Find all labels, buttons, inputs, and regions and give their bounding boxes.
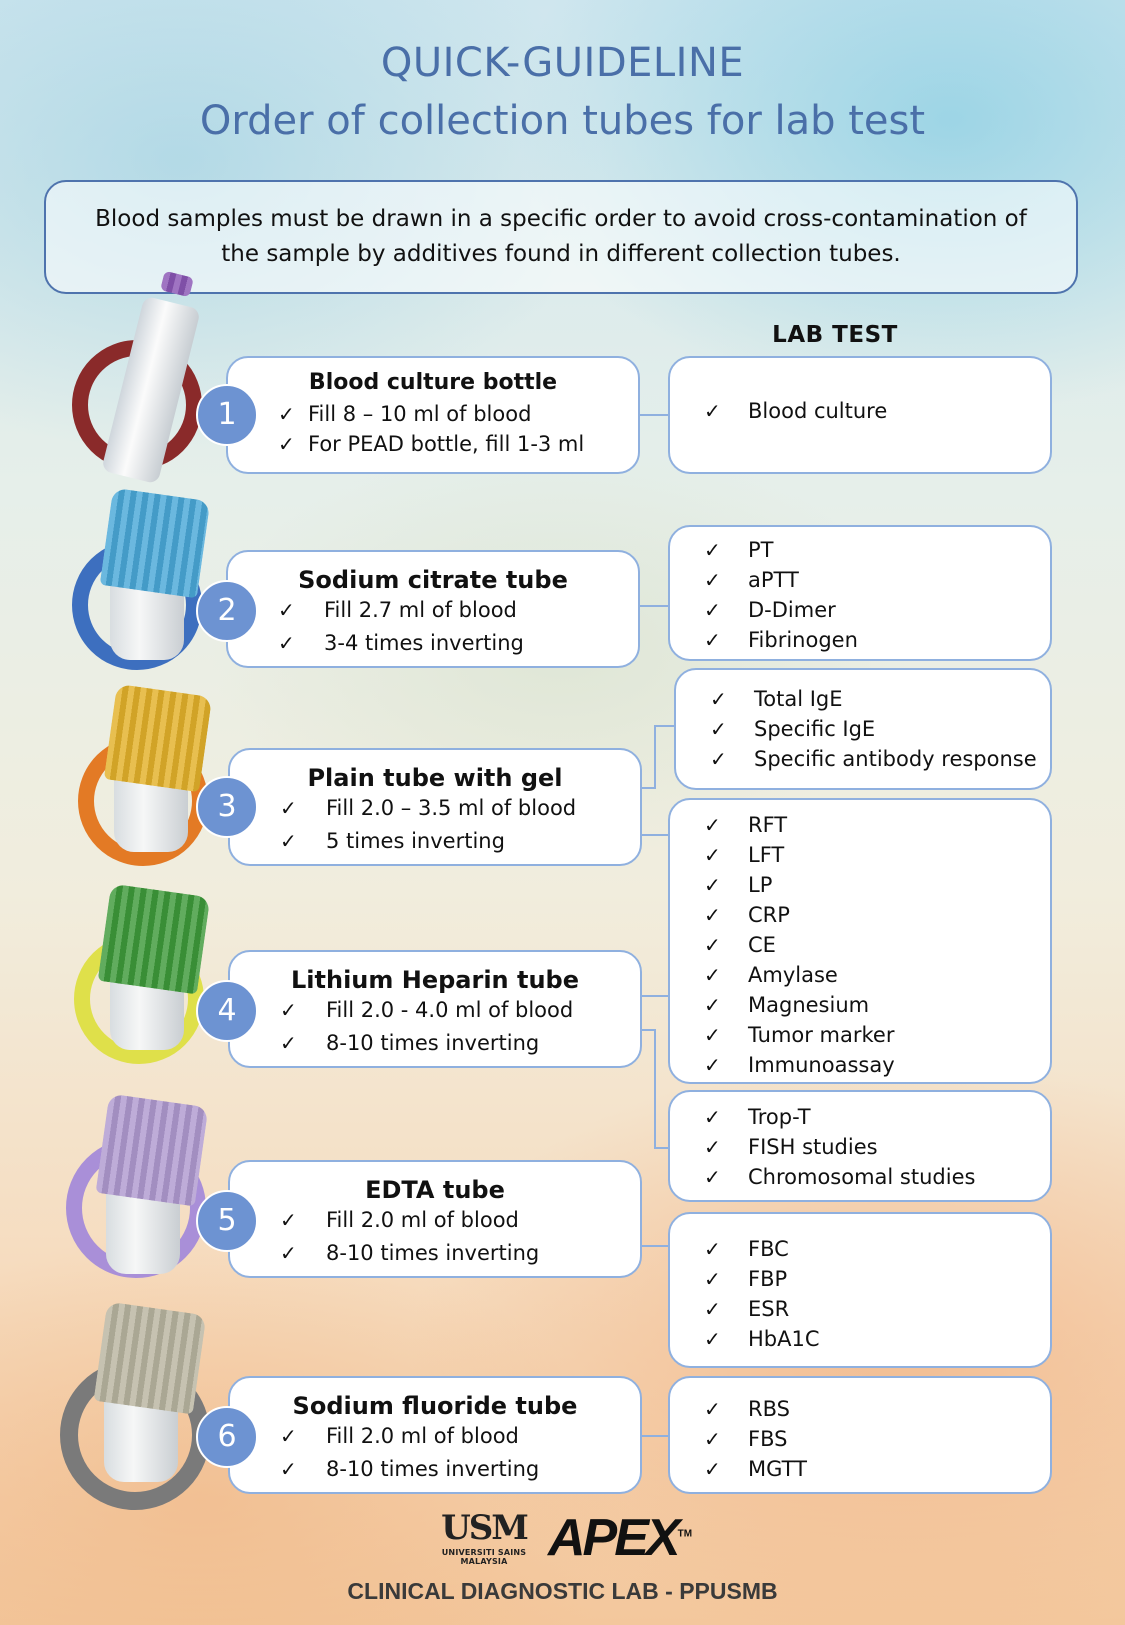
tube-instruction: ✓ For PEAD bottle, fill 1-3 ml xyxy=(228,429,638,459)
tube-instruction: ✓ Fill 2.0 - 4.0 ml of blood xyxy=(230,994,640,1027)
lab-test-item: ✓ PT xyxy=(670,535,1050,565)
tube-card-4 xyxy=(228,950,642,1068)
lab-test-item: ✓ Fibrinogen xyxy=(670,625,1050,655)
lab-test-card-2 xyxy=(668,525,1052,661)
connector-4b xyxy=(642,1030,668,1148)
tube-card-2 xyxy=(226,550,640,668)
usm-logo-mark: USM xyxy=(441,1508,527,1548)
tube-cap-3 xyxy=(104,684,212,792)
tube-cap-2 xyxy=(100,488,211,599)
step-number-badge: 5 xyxy=(196,1190,258,1252)
lab-test-item: ✓ FBC xyxy=(670,1234,1050,1264)
title-line-2: Order of collection tubes for lab test xyxy=(199,98,926,144)
step-number-badge: 1 xyxy=(196,384,258,446)
step-number-badge: 2 xyxy=(196,580,258,642)
lab-test-item: ✓ RFT xyxy=(670,810,1050,840)
lab-test-item: ✓ FBP xyxy=(670,1264,1050,1294)
title-line-1: QUICK-GUIDELINE xyxy=(380,40,745,86)
lab-test-item: ✓ Total IgE xyxy=(676,684,1050,714)
lab-test-item: ✓ Specific IgE xyxy=(676,714,1050,744)
tube-name: Blood culture bottle xyxy=(308,370,558,395)
lab-test-item: ✓ LFT xyxy=(670,840,1050,870)
lab-test-item: ✓ Trop-T xyxy=(670,1102,1050,1132)
lab-test-item: ✓ D-Dimer xyxy=(670,595,1050,625)
lab-test-card-1 xyxy=(668,356,1052,474)
tube-instruction: ✓ Fill 2.0 ml of blood xyxy=(230,1204,640,1237)
tube-instruction: ✓ Fill 2.0 ml of blood xyxy=(230,1420,640,1453)
lab-test-card-4 xyxy=(668,798,1052,1084)
lab-test-item: ✓ LP xyxy=(670,870,1050,900)
step-number-badge: 3 xyxy=(196,776,258,838)
apex-logo-text: APEX xyxy=(548,1509,678,1567)
step-number-badge: 6 xyxy=(196,1406,258,1468)
tube-name: EDTA tube xyxy=(365,1176,505,1204)
lab-test-item: ✓ RBS xyxy=(670,1394,1050,1424)
footer-text: CLINICAL DIAGNOSTIC LAB - PPUSMB xyxy=(347,1578,778,1604)
connector-3a xyxy=(642,726,674,788)
usm-logo-text: UNIVERSITI SAINS MALAYSIA xyxy=(441,1548,527,1566)
lab-test-card-3 xyxy=(674,668,1052,790)
lab-test-item: ✓ MGTT xyxy=(670,1454,1050,1484)
step-number-badge: 4 xyxy=(196,980,258,1042)
lab-test-item: ✓ Tumor marker xyxy=(670,1020,1050,1050)
lab-test-item: ✓ Specific antibody response xyxy=(676,744,1050,774)
lab-test-item: ✓ aPTT xyxy=(670,565,1050,595)
tube-name: Sodium fluoride tube xyxy=(292,1392,578,1420)
lab-test-card-5 xyxy=(668,1090,1052,1202)
lab-test-item: ✓ Chromosomal studies xyxy=(670,1162,1050,1192)
tube-card-1 xyxy=(226,356,640,474)
tube-instruction: ✓ 8-10 times inverting xyxy=(230,1027,640,1060)
tube-card-6 xyxy=(228,1376,642,1494)
intro-text: Blood samples must be drawn in a specific order to avoid cross-contamination of the sample by additives found in different collection tubes. xyxy=(95,206,1027,267)
tube-instruction: ✓ 3-4 times inverting xyxy=(228,627,638,660)
apex-logo xyxy=(548,1508,692,1568)
lab-test-heading: LAB TEST xyxy=(772,322,898,348)
tube-cap-4 xyxy=(98,884,211,995)
lab-test-item: ✓ FISH studies xyxy=(670,1132,1050,1162)
lab-test-item: ✓ Immunoassay xyxy=(670,1050,1050,1080)
lab-test-card-7 xyxy=(668,1376,1052,1494)
tube-instruction: ✓ 8-10 times inverting xyxy=(230,1237,640,1270)
tube-cap-5 xyxy=(96,1094,209,1207)
lab-test-item: ✓ Blood culture xyxy=(670,396,1050,426)
tube-instruction: ✓ Fill 8 – 10 ml of blood xyxy=(228,399,638,429)
apex-tm: TM xyxy=(677,1528,693,1540)
tube-instruction: ✓ Fill 2.0 – 3.5 ml of blood xyxy=(230,792,640,825)
tube-name: Plain tube with gel xyxy=(307,764,563,792)
lab-test-item: ✓ CE xyxy=(670,930,1050,960)
lab-test-card-6 xyxy=(668,1212,1052,1368)
tube-instruction: ✓ Fill 2.7 ml of blood xyxy=(228,594,638,627)
tube-instruction: ✓ 5 times inverting xyxy=(230,825,640,858)
lab-test-item: ✓ HbA1C xyxy=(670,1324,1050,1354)
usm-logo xyxy=(434,1508,534,1566)
lab-test-item: ✓ FBS xyxy=(670,1424,1050,1454)
lab-test-item: ✓ CRP xyxy=(670,900,1050,930)
tube-card-5 xyxy=(228,1160,642,1278)
lab-test-item: ✓ Magnesium xyxy=(670,990,1050,1020)
tube-instruction: ✓ 8-10 times inverting xyxy=(230,1453,640,1486)
tube-card-3 xyxy=(228,748,642,866)
tube-name: Lithium Heparin tube xyxy=(290,966,579,994)
lab-test-item: ✓ ESR xyxy=(670,1294,1050,1324)
tube-name: Sodium citrate tube xyxy=(298,566,568,594)
lab-test-item: ✓ Amylase xyxy=(670,960,1050,990)
tube-cap-6 xyxy=(94,1302,207,1415)
